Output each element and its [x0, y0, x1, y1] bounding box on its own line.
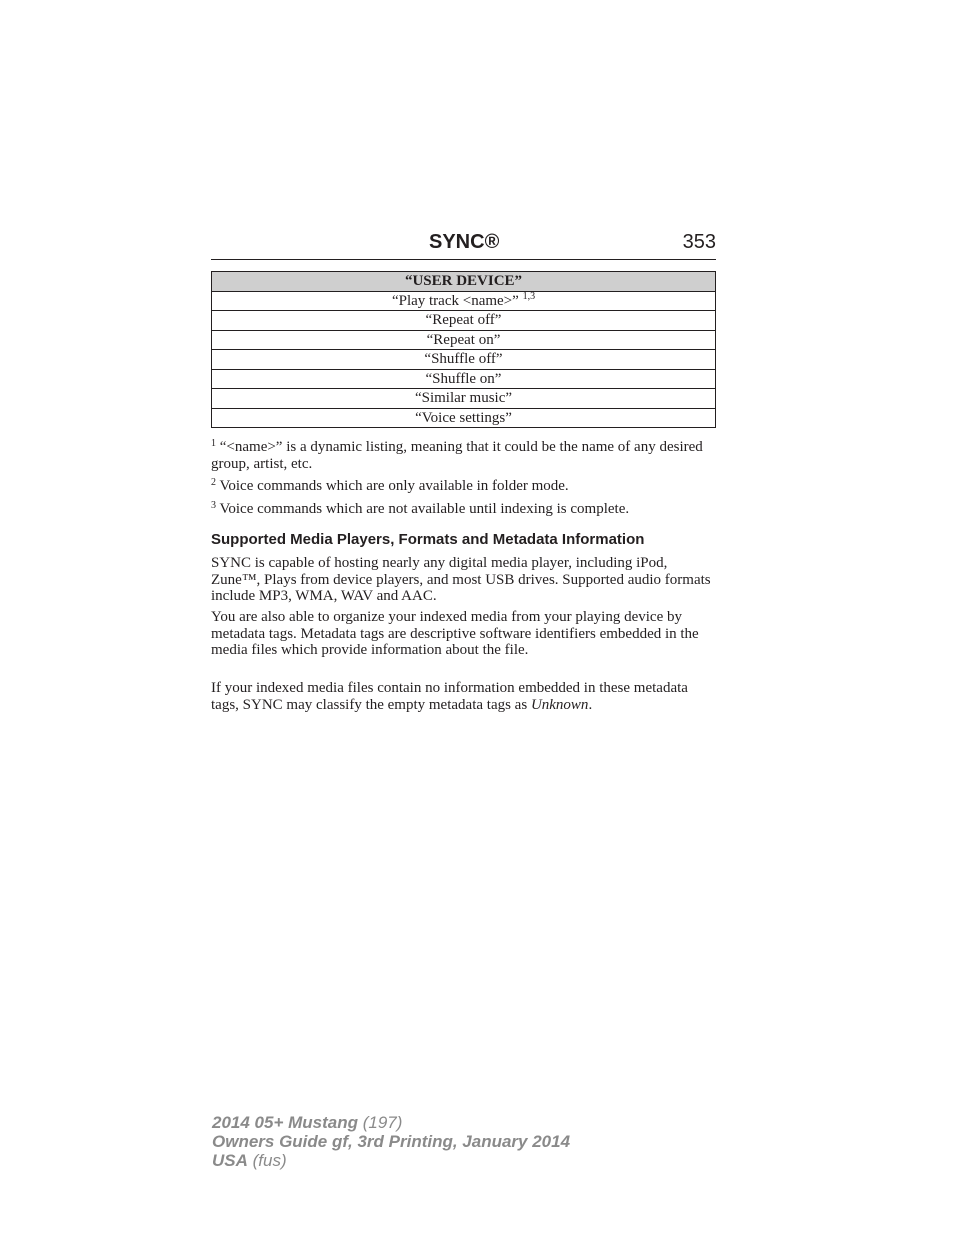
table-row — [212, 291, 716, 311]
footer-market-code: (fus) — [252, 1151, 287, 1170]
voice-command-table — [211, 271, 716, 428]
italic-term: Unknown — [530, 696, 589, 713]
footnote-text: Voice commands which are only available in folder mode. — [219, 478, 569, 494]
cell-footnote-ref: 1,3 — [522, 290, 536, 302]
paragraph-text: If your indexed media files contain no information embedded in these metadata tags, SYNC may classify the empty metadata tags as — [211, 680, 688, 713]
footnote-text: Voice commands which are not available until indexing is complete. — [219, 501, 630, 517]
paragraph: You are also able to organize your indexed media from your playing device by metadata tags. Metadata tags are descriptive software identifiers embedded in the media files which provide information about the file. — [211, 609, 699, 658]
footer-model-code: (197) — [362, 1113, 403, 1132]
footnote-text: “<name>” is a dynamic listing, meaning that it could be the name of any desired group, artist, etc. — [211, 439, 703, 472]
page-footer — [212, 1113, 570, 1170]
table-header: “USER DEVICE” — [212, 272, 716, 292]
footnote-number: 1 — [211, 438, 216, 449]
footnote-1 — [211, 439, 716, 473]
footer-market: USA — [212, 1151, 248, 1170]
paragraph-end: . — [588, 696, 593, 713]
footnote-number: 2 — [211, 477, 216, 488]
table-row: “Repeat on” — [212, 330, 716, 350]
footer-model: 2014 05+ Mustang — [212, 1113, 358, 1132]
table-row: “Repeat off” — [212, 311, 716, 331]
paragraph: SYNC is capable of hosting nearly any digital media player, including iPod, Zune™, Plays from device players, and most USB drives. Supported audio formats include MP3, WMA, WAV and AAC. — [211, 555, 711, 604]
section-heading: Supported Media Players, Formats and Metadata Information — [211, 531, 645, 548]
table-row: “Shuffle off” — [212, 350, 716, 370]
footer-guide: Owners Guide gf, 3rd Printing, January 2014 — [212, 1132, 571, 1151]
table-row: “Similar music” — [212, 389, 716, 409]
table-row: “Voice settings” — [212, 408, 716, 428]
page-number: 353 — [682, 231, 716, 253]
page-header — [211, 229, 716, 260]
paragraph — [211, 680, 716, 713]
page-title: SYNC® — [429, 231, 500, 253]
table-row: “Shuffle on” — [212, 369, 716, 389]
footnote-number: 3 — [211, 500, 216, 511]
cell-text: “Play track <name>” — [391, 292, 519, 309]
footnote-2 — [211, 478, 716, 495]
footnote-3 — [211, 501, 716, 518]
